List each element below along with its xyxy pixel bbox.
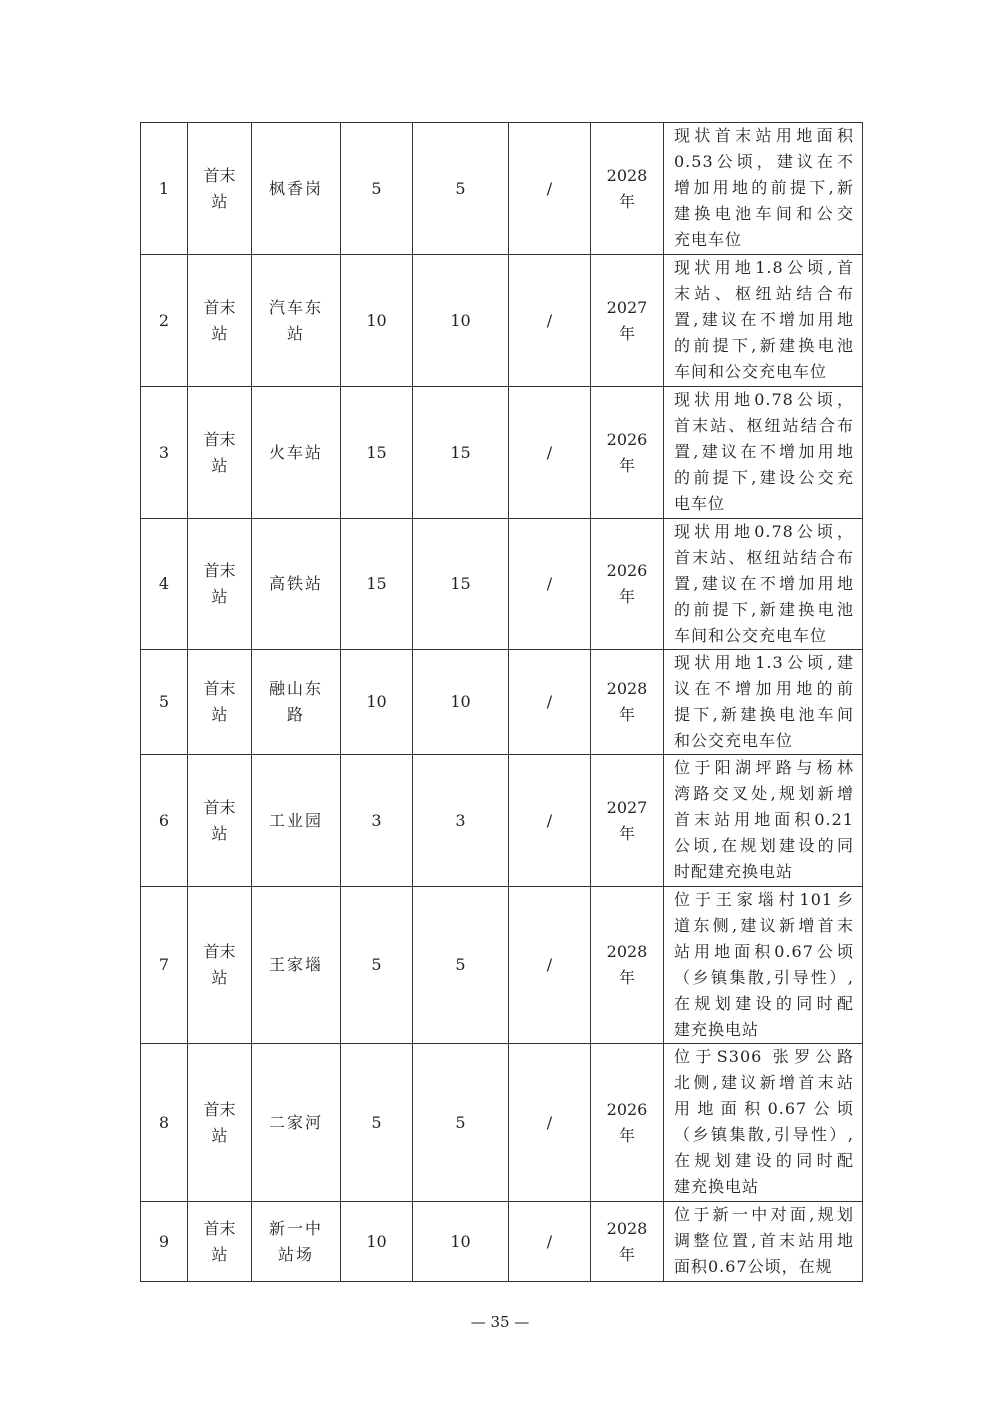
facility-type-cell <box>188 650 252 755</box>
remarks <box>664 650 863 755</box>
quantity-c-cell <box>509 123 591 255</box>
quantity-a: 5 <box>371 1112 382 1132</box>
facility-type-cell <box>188 887 252 1044</box>
facility-type-cell <box>188 1202 252 1282</box>
row-number-cell <box>141 255 188 387</box>
quantity-a: 5 <box>371 178 382 198</box>
remarks-line: （乡镇集散,引导性）, <box>674 1125 854 1144</box>
row-number: 7 <box>158 955 170 974</box>
remarks-line: 建换电池车间和公交 <box>674 204 854 223</box>
facility-type: 首末站 <box>203 1099 236 1145</box>
facility-type: 首末站 <box>203 165 236 211</box>
quantity-c: / <box>546 178 553 198</box>
remarks <box>664 519 863 650</box>
remarks-line: 用地面积0.67公顷 <box>674 1099 854 1118</box>
quantity-a-cell <box>341 255 413 387</box>
remarks-line: 在规划建设的同时配 <box>674 994 854 1013</box>
quantity-c-cell <box>509 650 591 755</box>
table-row <box>141 887 863 1044</box>
quantity-b-cell <box>413 1044 509 1202</box>
facility-type-cell <box>188 123 252 255</box>
target-year: 2028年 <box>606 165 648 211</box>
quantity-b-cell <box>413 255 509 387</box>
remarks-line: 提下,新建换电池车间 <box>674 705 854 724</box>
target-year: 2027年 <box>606 797 648 843</box>
remarks-line: 电车位 <box>674 494 726 513</box>
remarks <box>664 1202 863 1282</box>
station-name-cell <box>252 887 341 1044</box>
station-name-cell <box>252 519 341 650</box>
table-row <box>141 1202 863 1282</box>
quantity-a: 15 <box>366 442 387 462</box>
remarks <box>664 755 863 887</box>
remarks-line: 公顷,在规划建设的同 <box>674 836 854 855</box>
facility-type: 首末站 <box>203 429 236 475</box>
target-year-cell <box>591 1044 664 1202</box>
quantity-c-cell <box>509 387 591 519</box>
remarks-line: 置,建议在不增加用地 <box>674 310 854 329</box>
remarks-line: 的前提下,建设公交充 <box>674 468 854 487</box>
quantity-b-cell <box>413 887 509 1044</box>
target-year: 2027年 <box>606 297 648 343</box>
row-number-cell <box>141 387 188 519</box>
remarks-line: 0.53公顷，建议在不 <box>674 152 854 171</box>
facility-type: 首末站 <box>203 679 236 724</box>
remarks-line: 现状用地0.78公顷， <box>674 390 854 409</box>
facility-type: 首末站 <box>203 1218 236 1264</box>
station-name: 融山东路 <box>268 679 323 724</box>
quantity-b-cell <box>413 387 509 519</box>
station-name-cell <box>252 755 341 887</box>
facility-type-cell <box>188 387 252 519</box>
quantity-a-cell <box>341 755 413 887</box>
station-name: 王家堖 <box>268 955 323 974</box>
target-year-cell <box>591 255 664 387</box>
remarks-line: 置,建议在不增加用地 <box>674 442 854 461</box>
table-row <box>141 650 863 755</box>
table-row <box>141 1044 863 1202</box>
remarks-line: 道东侧,建议新增首末 <box>674 916 854 935</box>
remarks-line: 现状首末站用地面积 <box>674 126 854 145</box>
table-row <box>141 387 863 519</box>
facility-type: 首末站 <box>203 942 236 987</box>
station-name-cell <box>252 387 341 519</box>
station-name-cell <box>252 1044 341 1202</box>
facility-type-cell <box>188 755 252 887</box>
remarks-line: 充电车位 <box>674 230 743 249</box>
station-name: 高铁站 <box>268 574 323 593</box>
remarks-line: 首末站、枢纽站结合布 <box>674 416 854 435</box>
quantity-b: 10 <box>450 692 471 711</box>
quantity-a-cell <box>341 387 413 519</box>
target-year-cell <box>591 519 664 650</box>
quantity-a: 15 <box>366 574 387 593</box>
quantity-b: 10 <box>450 310 471 330</box>
table-row <box>141 255 863 387</box>
quantity-a-cell <box>341 650 413 755</box>
station-name-cell <box>252 255 341 387</box>
quantity-b: 5 <box>455 1112 466 1132</box>
quantity-a-cell <box>341 123 413 255</box>
remarks-line: 建充换电站 <box>674 1177 760 1196</box>
row-number-cell <box>141 519 188 650</box>
remarks-line: 议在不增加用地的前 <box>674 679 854 698</box>
remarks <box>664 255 863 387</box>
target-year: 2028年 <box>606 942 648 987</box>
quantity-b-cell <box>413 519 509 650</box>
quantity-b: 5 <box>455 955 466 974</box>
quantity-b: 15 <box>450 442 471 462</box>
remarks-line: 调整位置,首末站用地 <box>674 1231 854 1250</box>
target-year: 2026年 <box>606 429 648 475</box>
target-year: 2026年 <box>606 561 648 606</box>
target-year-cell <box>591 755 664 887</box>
quantity-a: 10 <box>366 1231 387 1251</box>
target-year: 2028年 <box>606 679 648 724</box>
row-number: 9 <box>158 1231 170 1251</box>
quantity-c-cell <box>509 755 591 887</box>
remarks-line: 位于王家堖村101乡 <box>674 890 854 909</box>
remarks-line: 站用地面积0.67公顷 <box>674 942 854 961</box>
quantity-b-cell <box>413 755 509 887</box>
remarks-line: 车间和公交充电车位 <box>674 362 828 381</box>
facility-type: 首末站 <box>203 561 236 606</box>
remarks <box>664 123 863 255</box>
remarks-line: 北侧,建议新增首末站 <box>674 1073 854 1092</box>
table-row <box>141 123 863 255</box>
row-number: 1 <box>158 178 170 198</box>
quantity-c: / <box>546 955 553 974</box>
quantity-b-cell <box>413 650 509 755</box>
quantity-c: / <box>546 574 553 593</box>
table-row <box>141 519 863 650</box>
station-name-cell <box>252 123 341 255</box>
remarks-line: 首末站、枢纽站结合布 <box>674 548 854 567</box>
target-year: 2026年 <box>606 1099 648 1145</box>
facility-type: 首末站 <box>203 797 236 843</box>
remarks <box>664 1044 863 1202</box>
quantity-c: / <box>546 310 553 330</box>
quantity-c: / <box>546 692 553 711</box>
target-year-cell <box>591 123 664 255</box>
remarks-line: 面积0.67公顷，在规 <box>674 1257 833 1276</box>
station-name: 火车站 <box>268 442 323 462</box>
row-number-cell <box>141 123 188 255</box>
station-name: 二家河 <box>268 1112 323 1132</box>
target-year: 2028年 <box>606 1218 648 1264</box>
quantity-c: / <box>546 442 553 462</box>
row-number: 2 <box>158 310 170 330</box>
table-row <box>141 755 863 887</box>
page-number: — 35 — <box>470 1313 530 1331</box>
station-name-cell <box>252 650 341 755</box>
remarks <box>664 887 863 1044</box>
facility-type-cell <box>188 1044 252 1202</box>
remarks-line: 位于S306 张罗公路 <box>674 1047 854 1066</box>
row-number: 6 <box>158 810 170 830</box>
quantity-a: 10 <box>366 310 387 330</box>
target-year-cell <box>591 887 664 1044</box>
quantity-c-cell <box>509 1044 591 1202</box>
row-number-cell <box>141 755 188 887</box>
quantity-b-cell <box>413 1202 509 1282</box>
remarks-line: 现状用地1.8公顷,首 <box>674 258 854 277</box>
remarks-line: 置,建议在不增加用地 <box>674 574 854 593</box>
quantity-b: 5 <box>455 178 466 198</box>
facility-table <box>140 122 863 1282</box>
remarks-line: 位于新一中对面,规划 <box>674 1205 854 1224</box>
quantity-a-cell <box>341 519 413 650</box>
quantity-b: 3 <box>455 810 466 830</box>
remarks-line: 在规划建设的同时配 <box>674 1151 854 1170</box>
remarks-line: 现状用地1.3公顷,建 <box>674 653 854 672</box>
quantity-b: 15 <box>450 574 471 593</box>
station-name: 工业园 <box>268 810 323 830</box>
remarks-line: 位于阳湖坪路与杨林 <box>674 758 854 777</box>
row-number: 4 <box>158 574 170 593</box>
row-number-cell <box>141 650 188 755</box>
remarks-line: 的前提下,新建换电池 <box>674 336 854 355</box>
quantity-c: / <box>546 1231 553 1251</box>
quantity-c-cell <box>509 887 591 1044</box>
quantity-a: 3 <box>371 810 382 830</box>
quantity-a-cell <box>341 1202 413 1282</box>
target-year-cell <box>591 650 664 755</box>
quantity-a-cell <box>341 887 413 1044</box>
remarks-line: （乡镇集散,引导性）, <box>674 968 854 987</box>
station-name-cell <box>252 1202 341 1282</box>
remarks <box>664 387 863 519</box>
quantity-a: 5 <box>371 955 382 974</box>
quantity-a-cell <box>341 1044 413 1202</box>
quantity-c: / <box>546 810 553 830</box>
remarks-line: 首末站用地面积0.21 <box>674 810 854 829</box>
remarks-line: 增加用地的前提下,新 <box>674 178 854 197</box>
quantity-c-cell <box>509 519 591 650</box>
target-year-cell <box>591 1202 664 1282</box>
quantity-c: / <box>546 1112 553 1132</box>
row-number: 5 <box>158 692 170 711</box>
station-name: 新一中站场 <box>268 1218 323 1264</box>
remarks-line: 的前提下,新建换电池 <box>674 600 854 619</box>
remarks-line: 建充换电站 <box>674 1020 760 1039</box>
remarks-line: 车间和公交充电车位 <box>674 626 828 645</box>
target-year-cell <box>591 387 664 519</box>
facility-type-cell <box>188 519 252 650</box>
row-number: 8 <box>158 1112 170 1132</box>
remarks-line: 现状用地0.78公顷， <box>674 522 854 541</box>
station-name: 枫香岗 <box>268 178 323 198</box>
remarks-line: 和公交充电车位 <box>674 731 794 750</box>
remarks-line: 时配建充换电站 <box>674 862 794 881</box>
quantity-b-cell <box>413 123 509 255</box>
remarks-line: 末站、枢纽站结合布 <box>674 284 854 303</box>
facility-type-cell <box>188 255 252 387</box>
row-number: 3 <box>158 442 170 462</box>
remarks-line: 湾路交叉处,规划新增 <box>674 784 854 803</box>
station-name: 汽车东站 <box>268 297 323 343</box>
facility-type: 首末站 <box>203 297 236 343</box>
quantity-c-cell <box>509 1202 591 1282</box>
row-number-cell <box>141 1044 188 1202</box>
quantity-b: 10 <box>450 1231 471 1251</box>
quantity-a: 10 <box>366 692 387 711</box>
quantity-c-cell <box>509 255 591 387</box>
row-number-cell <box>141 1202 188 1282</box>
row-number-cell <box>141 887 188 1044</box>
